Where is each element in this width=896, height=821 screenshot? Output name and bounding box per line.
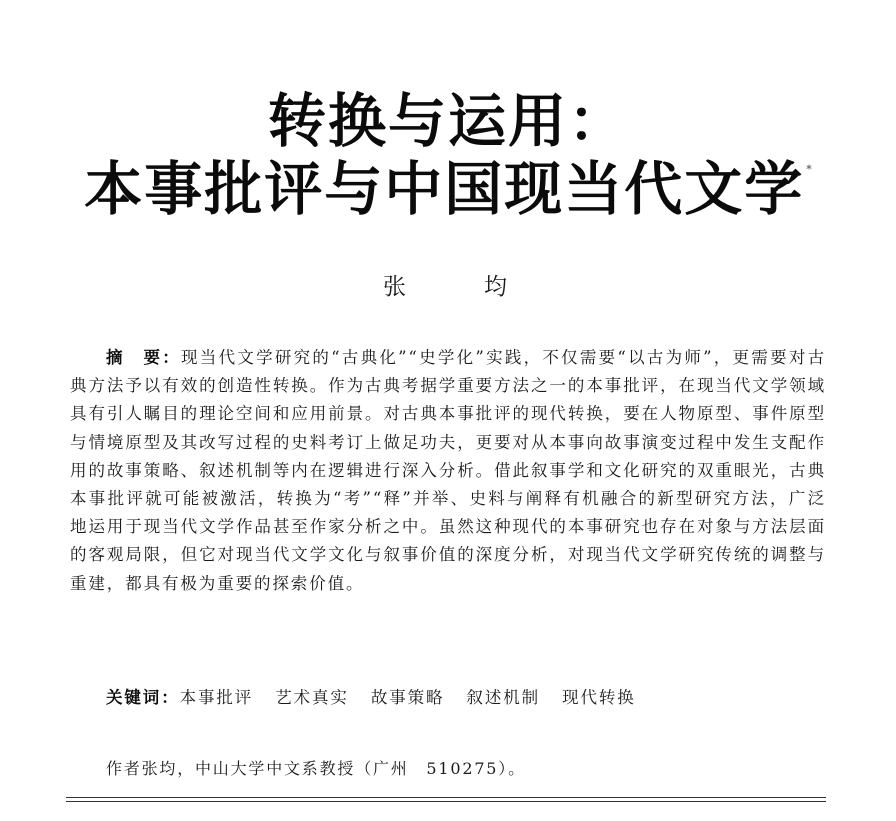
title-text-1: 转换与运用： — [267, 87, 628, 155]
keywords-line — [106, 684, 826, 712]
title-footnote-mark: * — [806, 163, 814, 176]
abstract-paragraph — [70, 344, 826, 598]
keyword-item: 现代转换 — [562, 688, 636, 707]
abstract-label: 摘 要： — [106, 348, 182, 367]
keyword-item: 叙述机制 — [466, 688, 541, 707]
keyword-item: 艺术真实 — [275, 688, 349, 707]
title-line-1 — [0, 87, 896, 155]
keywords-label: 关键词： — [106, 688, 180, 707]
author-byline — [0, 268, 896, 301]
keyword-item: 本事批评 — [179, 688, 254, 707]
author-affiliation-note: 作者张均，中山大学中文系教授（广州 510275）。 — [106, 759, 526, 778]
author-name-second: 均 — [484, 274, 513, 300]
abstract-text: 现当代文学研究的“古典化”“史学化”实践，不仅需要“以古为师”，更需要对古典方法予以有效的创造性转换。作为古典考据学重要方法之一的本事批评，在现当代文学领域具有引人瞩目的理论空间和应用前景。对古典本事批评的现代转换，要在人物原型、事件原型与情境原型及其改写过程的史料考订上做足功夫，更要对从本事向故事演变过程中发生支配作用的故事策略、叙述机制等内在逻辑进行深入分析。借此叙事学和文化研究的双重眼光，古典本事批评就可能被激活，转换为“考”“释”并举、史料与阐释有机融合的新型研究方法，广泛地运用于现当代文学作品甚至作家分析之中。虽然这种现代的本事研究也存在对象与方法层面的客观局限，但它对现当代文学文化与叙事价值的深度分析，对现当代文学研究传统的调整与重建，都具有极为重要的探索价值。 — [70, 348, 826, 593]
author-name-first: 张 — [383, 274, 412, 300]
title-line-2 — [0, 155, 896, 223]
keyword-item: 故事策略 — [370, 688, 445, 707]
title-text-2: 本事批评与中国现当代文学 — [84, 155, 805, 223]
footer-divider-top — [66, 797, 826, 798]
footer-divider-bottom — [66, 801, 826, 802]
